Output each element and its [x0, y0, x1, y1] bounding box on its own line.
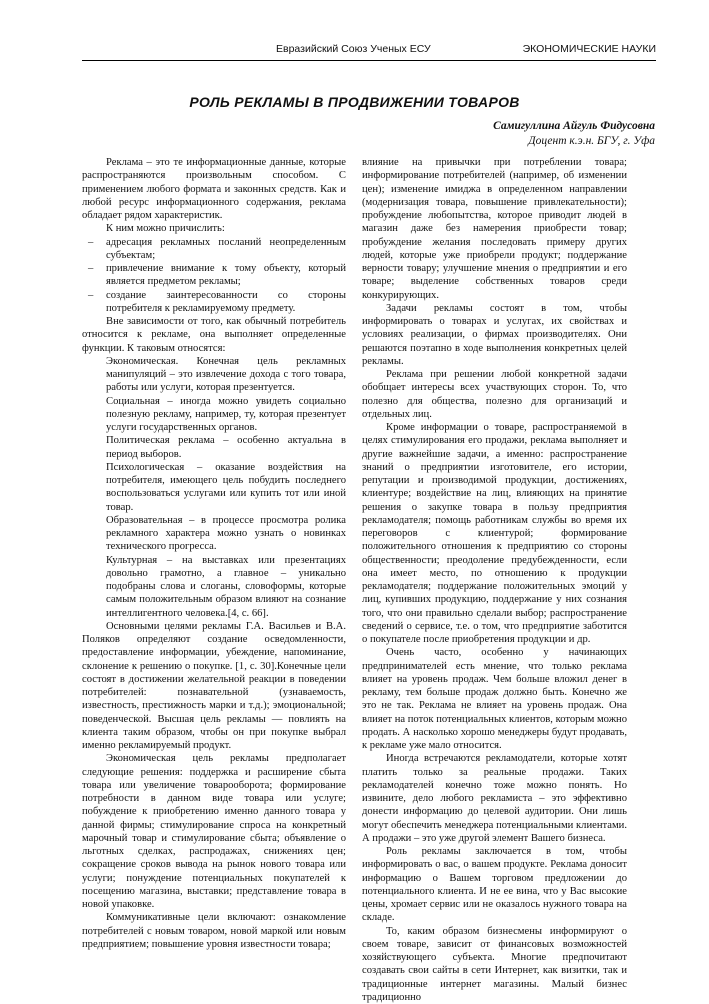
- right-column: [362, 156, 627, 1004]
- paragraph: Кроме информации о товаре, распространяемой в целях стимулирования его продажи, реклама выполняет и другие важнейшие задачи, а именно: распространение знаний о предприятии изготовителе, его истории, репутации и производимой продукции, достижениях, клиентуре; воздействие на лиц, влияющих на принятие решения о закупке товара в пользу предприятия рекламодателя; помощь работникам службы во время их переговоров с клиентурой; формирование положительного отношения к предприятию со стороны общественности; преодоление предубежденности, если она имеет место, по отношению к продукции рекламодателя; поддержание положительных эмоций у лиц, купивших продукцию, поддержание у них сознания того, что они правильно сделали выбор; распространение сведений о сервисе, т.е. о том, что предприятие заботится о покупателе после приобретения продукции и др.: [362, 421, 627, 646]
- list-item: – создание заинтересованности со стороны потребителя к рекламируемому предмету.: [82, 289, 346, 316]
- list-item: – привлечение внимание к тому объекту, который является предметом рекламы;: [82, 262, 346, 289]
- section-name: ЭКОНОМИЧЕСКИЕ НАУКИ: [523, 43, 656, 55]
- list-item: – адресация рекламных посланий неопределенным субъектам;: [82, 236, 346, 263]
- paragraph: Иногда встречаются рекламодатели, которые хотят платить только за реальные продажи. Таких рекламодателей конечно тоже можно понять. Но извините, дело любого рекламиста – это эффективно донести информацию до целевой аудитории. Они лишь могут обеспечить менеджера потенциальными клиентами. А продажи – это уже другой элемент Вашего бизнеса.: [362, 752, 627, 845]
- function-item: Психологическая – оказание воздействия на потребителя, имеющего цель побудить последнего воспользоваться услугами или купить тот или иной товар.: [82, 461, 346, 514]
- paragraph: То, каким образом бизнесмены информируют о своем товаре, зависит от финансовых возможностей хозяйствующего субъекта. Многие предпочитают создавать свои сайты в сети Интернет, как визитки, так и традиционные интернет магазины. Малый бизнес традиционно: [362, 925, 627, 1004]
- list: [82, 236, 346, 316]
- author-position: Доцент к.э.н. БГУ, г. Уфа: [493, 134, 655, 149]
- paragraph: Коммуникативные цели включают: ознакомление потребителей с новым товаром, новой маркой или новым предприятием; повышение уровня известности товара;: [82, 911, 346, 951]
- paragraph: Реклама – это те информационные данные, которые распространяются произвольным способом. С применением любого формата и законных средств. Как и любой ресурс информационного содержания, реклама обладает рядом характеристик.: [82, 156, 346, 222]
- header-divider: [82, 60, 656, 61]
- function-item: Социальная – иногда можно увидеть социально полезную рекламу, например, ту, которая презентует услуги государственных органов.: [82, 395, 346, 435]
- paragraph: Реклама при решении любой конкретной задачи обобщает интересы всех участвующих сторон. То, что полезно для общества, полезно для организаций и отдельных лиц.: [362, 368, 627, 421]
- left-column: [82, 156, 346, 951]
- author-block: [493, 119, 655, 149]
- paragraph: Очень часто, особенно у начинающих предпринимателей есть мнение, что только реклама влияет на уровень продаж. Чем больше вложил денег в рекламу, тем больше продаж должно быть. Конечно же это не так. Реклама не влияет на уровень продаж. Она влияет на поток потенциальных клиентов, которым можно продать. А насколько хорошо менеджеры будут продавать, к рекламе уже мало относится.: [362, 646, 627, 752]
- function-item: Образовательная – в процессе просмотра ролика рекламного характера можно узнать о новинках технического прогресса.: [82, 514, 346, 554]
- article-title: РОЛЬ РЕКЛАМЫ В ПРОДВИЖЕНИИ ТОВАРОВ: [0, 94, 709, 110]
- paragraph: Вне зависимости от того, как обычный потребитель относится к рекламе, она выполняет определенные функции. К таковым относятся:: [82, 315, 346, 355]
- function-item: Политическая реклама – особенно актуальна в период выборов.: [82, 434, 346, 461]
- journal-name: Евразийский Союз Ученых ЕСУ: [276, 43, 431, 55]
- paragraph: влияние на привычки при потреблении товара; информирование потребителей (например, об изменении цен); изменение имиджа в определенном направлении (модернизация товара, повышение привлекательности); пробуждение любопытства, которое приводит людей в магазин даже без намерения приобрести товар; пробуждение желания последовать примеру других людей, которые уже приобрели продукт; поддержание верности товару; улучшение мнения о предприятии и его товаре; выделение собственных товаров среди конкурирующих.: [362, 156, 627, 302]
- paragraph: К ним можно причислить:: [82, 222, 346, 235]
- function-item: Культурная – на выставках или презентациях довольно грамотно, а главное – уникально подобраны слова и слоганы, словоформы, которые самым положительным образом влияют на сознание интеллигентного человека.[4, с. 66].: [82, 554, 346, 620]
- function-item: Экономическая. Конечная цель рекламных манипуляций – это извлечение дохода с того товара, работы или услуги, которая презентуется.: [82, 355, 346, 395]
- author-name: Самигуллина Айгуль Фидусовна: [493, 119, 655, 134]
- paragraph: Основными целями рекламы Г.А. Васильев и В.А. Поляков определяют создание осведомленности, предоставление информации, убеждение, напоминание, склонение к решению о покупке. [1, с. 30].Конечные цели состоят в достижении желательной реакции в поведении потребителей: познавательной (узнаваемость, известность, престижность марки и т.д.); эмоциональной; поведенческой. Высшая цель рекламы — повлиять на клиента таким образом, чтобы он при покупке выбрал именно рекламируемый продукт.: [82, 620, 346, 753]
- paragraph: Задачи рекламы состоят в том, чтобы информировать о товарах и услугах, их свойствах и условиях реализации, о фирмах производителях. Они решаются поэтапно в ходе выполнения конкретных целей рекламы.: [362, 302, 627, 368]
- paragraph: Экономическая цель рекламы предполагает следующие решения: поддержка и расширение сбыта товара или увеличение товарооборота; формирование потребности в данном виде товара или услуге; побуждение к приобретению именно данного товара у данной фирмы; стимулирование спроса на конкретный марочный товар и стимулирование сбыта; объявление о льготных сделках, распродажах, снижениях цен; сокращение сроков вывода на рынок нового товара или услуги; понуждение потенциальных покупателей к посещению магазина, выставки; представление товара в новой упаковке.: [82, 752, 346, 911]
- paragraph: Роль рекламы заключается в том, чтобы информировать о вас, о вашем продукте. Реклама доносит информацию о Вашем торговом предложении до потенциального клиента. И не ее вина, что у Вас высокие цены, хромает сервис или не оказалось нужного товара на складе.: [362, 845, 627, 925]
